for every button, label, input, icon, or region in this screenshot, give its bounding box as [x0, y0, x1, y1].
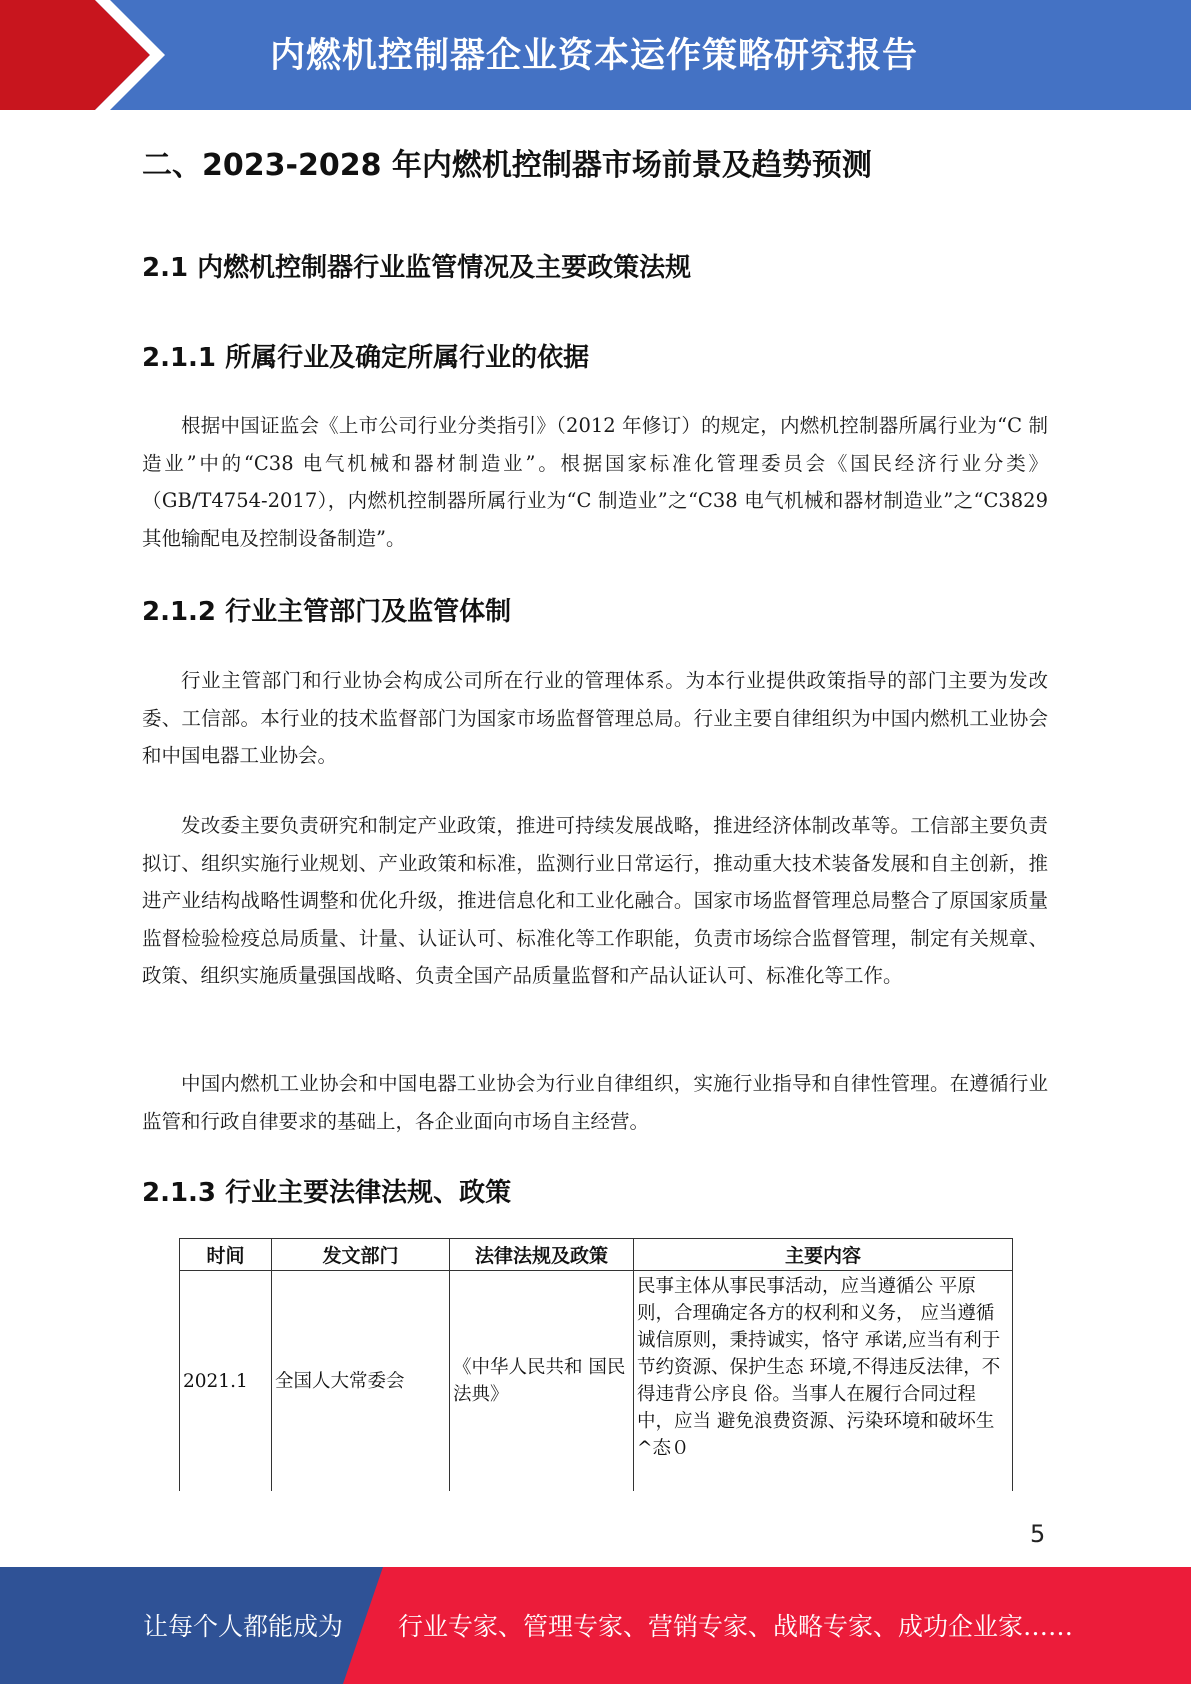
paragraph-regulatory-bodies: 行业主管部门和行业协会构成公司所在行业的管理体系。为本行业提供政策指导的部门主要为发改委、工信部。本行业的技术监督部门为国家市场监督管理总局。行业主要自律组织为中国内燃机工业协会和中国电器工业协会。 [142, 669, 1048, 767]
header-banner [0, 0, 1191, 110]
table-header-law: 法律法规及政策 [450, 1239, 634, 1271]
table-cell-law: 《中华人民共和 国民法典》 [450, 1271, 634, 1492]
subsection-2-1-title: 2.1 内燃机控制器行业监管情况及主要政策法规 [142, 253, 692, 283]
paragraph-self-regulation: 中国内燃机工业协会和中国电器工业协会为行业自律组织，实施行业指导和自律性管理。在遵循行业监管和行政自律要求的基础上，各企业面向市场自主经营。 [142, 1072, 1048, 1133]
header-red-arrow [0, 0, 150, 110]
table-header-department: 发文部门 [272, 1239, 450, 1271]
table-header-content: 主要内容 [634, 1239, 1013, 1271]
page-number: 5 [1030, 1520, 1046, 1548]
section-title: 二、2023-2028 年内燃机控制器市场前景及趋势预测 [142, 148, 872, 183]
paragraph-industry-classification: 根据中国证监会《上市公司行业分类指引》（2012 年修订）的规定，内燃机控制器所属行业为“C 制造业”中的“C38 电气机械和器材制造业”。根据国家标准化管理委员会《国民经济行业分类》（GB/T4754-2017），内燃机控制器所属行业为“C 制造业”之“C38 电气机械和器材制造业”之“C3829 其他输配电及控制设备制造”。 [142, 414, 1048, 550]
table-header-row [180, 1239, 1013, 1271]
table-cell-time: 2021.1 [180, 1271, 272, 1492]
laws-policies-table [179, 1238, 1013, 1491]
subsection-2-1-1-title: 2.1.1 所属行业及确定所属行业的依据 [142, 343, 590, 373]
paragraph-agency-duties: 发改委主要负责研究和制定产业政策，推进可持续发展战略，推进经济体制改革等。工信部主要负责拟订、组织实施行业规划、产业政策和标准，监测行业日常运行，推动重大技术装备发展和自主创新，推进产业结构战略性调整和优化升级，推进信息化和工业化融合。国家市场监督管理总局整合了原国家质量监督检验检疫总局质量、计量、认证认可、标准化等工作职能，负责市场综合监督管理，制定有关规章、政策、组织实施质量强国战略、负责全国产品质量监督和产品认证认可、标准化等工作。 [142, 814, 1048, 987]
table-cell-department: 全国人大常委会 [272, 1271, 450, 1492]
table-row [180, 1271, 1013, 1492]
footer-right-text: 行业专家、管理专家、营销专家、战略专家、成功企业家…… [398, 1612, 1074, 1641]
table-header-time: 时间 [180, 1239, 272, 1271]
footer-banner [0, 1567, 1191, 1684]
header-title: 内燃机控制器企业资本运作策略研究报告 [270, 36, 919, 76]
subsection-2-1-3-title: 2.1.3 行业主要法律法规、政策 [142, 1178, 512, 1208]
subsection-2-1-2-title: 2.1.2 行业主管部门及监管体制 [142, 597, 512, 627]
footer-left-text: 让每个人都能成为 [143, 1612, 344, 1641]
table-cell-content: 民事主体从事民事活动，应当遵循公 平原则，合理确定各方的权利和义务， 应当遵循诚信原则，秉持诚实，恪守 承诺,应当有利于节约资源、保护生态 环境,不得违反法律，不得违背公序良 俗。当事人在履行合同过程中，应当 避免浪费资源、污染环境和破坏生 ^态０ [634, 1271, 1013, 1492]
